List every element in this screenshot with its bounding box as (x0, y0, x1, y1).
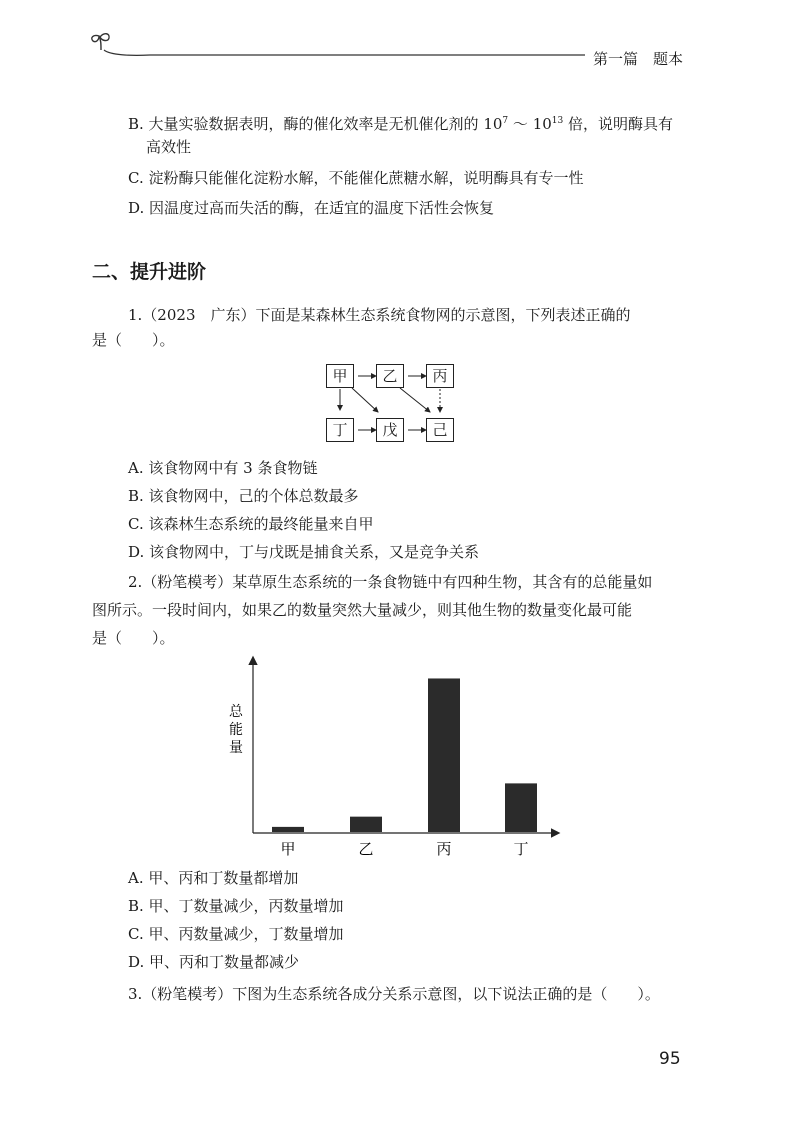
sprout-icon (92, 34, 109, 50)
x-tick-label: 丙 (436, 840, 452, 858)
x-tick-label: 甲 (280, 840, 296, 858)
header-title: 第一篇 题本 (593, 50, 684, 68)
q2-option-d: D. 甲、丙和丁数量都减少 (128, 953, 300, 971)
node-ji: 己 (426, 418, 454, 442)
page-number: 95 (659, 1049, 681, 1069)
arrow-yi-ji (400, 388, 430, 412)
q1-option-a: A. 该食物网中有 3 条食物链 (128, 459, 318, 477)
bar-1 (272, 827, 304, 832)
q2-option-a: A. 甲、丙和丁数量都增加 (128, 869, 299, 887)
q2-option-c: C. 甲、丙数量减少，丁数量增加 (128, 925, 344, 943)
q2-option-b: B. 甲、丁数量减少，丙数量增加 (128, 897, 344, 915)
arrow-jia-wu (352, 388, 378, 412)
prev-option-b-cont: 高效性 (146, 138, 192, 156)
bar-3 (428, 678, 460, 832)
prev-option-d: D. 因温度过高而失活的酶，在适宜的温度下活性会恢复 (128, 199, 495, 217)
q2-stem-cont1: 图所示。一段时间内，如果乙的数量突然大量减少，则其他生物的数量变化最可能 (92, 601, 633, 619)
node-yi: 乙 (376, 364, 404, 388)
q2-stem-cont2: 是（ ）。 (92, 629, 175, 647)
q1-stem-cont: 是（ ）。 (92, 331, 175, 349)
y-axis-label: 总能量 (229, 704, 243, 756)
q1-stem: 1.（2023 广东）下面是某森林生态系统食物网的示意图，下列表述正确的 (128, 306, 631, 324)
x-tick-label: 乙 (358, 840, 374, 858)
prev-option-b: B. 大量实验数据表明，酶的催化效率是无机催化剂的 $10^7$ ～ $10^{13}$ 倍，说明酶具有 (128, 115, 674, 133)
x-tick-label: 丁 (513, 840, 529, 858)
bar-2 (350, 817, 382, 832)
node-jia: 甲 (326, 364, 354, 388)
q3-stem: 3.（粉笔模考）下图为生态系统各成分关系示意图，以下说法正确的是（ ）。 (128, 985, 660, 1003)
node-ding: 丁 (326, 418, 354, 442)
prev-option-c: C. 淀粉酶只能催化淀粉水解，不能催化蔗糖水解，说明酶具有专一性 (128, 169, 584, 187)
q1-option-b: B. 该食物网中，己的个体总数最多 (128, 487, 359, 505)
q2-stem: 2.（粉笔模考）某草原生态系统的一条食物链中有四种生物，其含有的总能量如 (128, 573, 653, 591)
bar-4 (505, 783, 537, 832)
node-bing: 丙 (426, 364, 454, 388)
section-title: 二、提升进阶 (92, 261, 207, 283)
energy-bar-chart (220, 650, 570, 865)
q1-option-d: D. 该食物网中，丁与戊既是捕食关系，又是竞争关系 (128, 543, 480, 561)
header-line (104, 50, 585, 55)
q1-option-c: C. 该森林生态系统的最终能量来自甲 (128, 515, 374, 533)
node-wu: 戊 (376, 418, 404, 442)
